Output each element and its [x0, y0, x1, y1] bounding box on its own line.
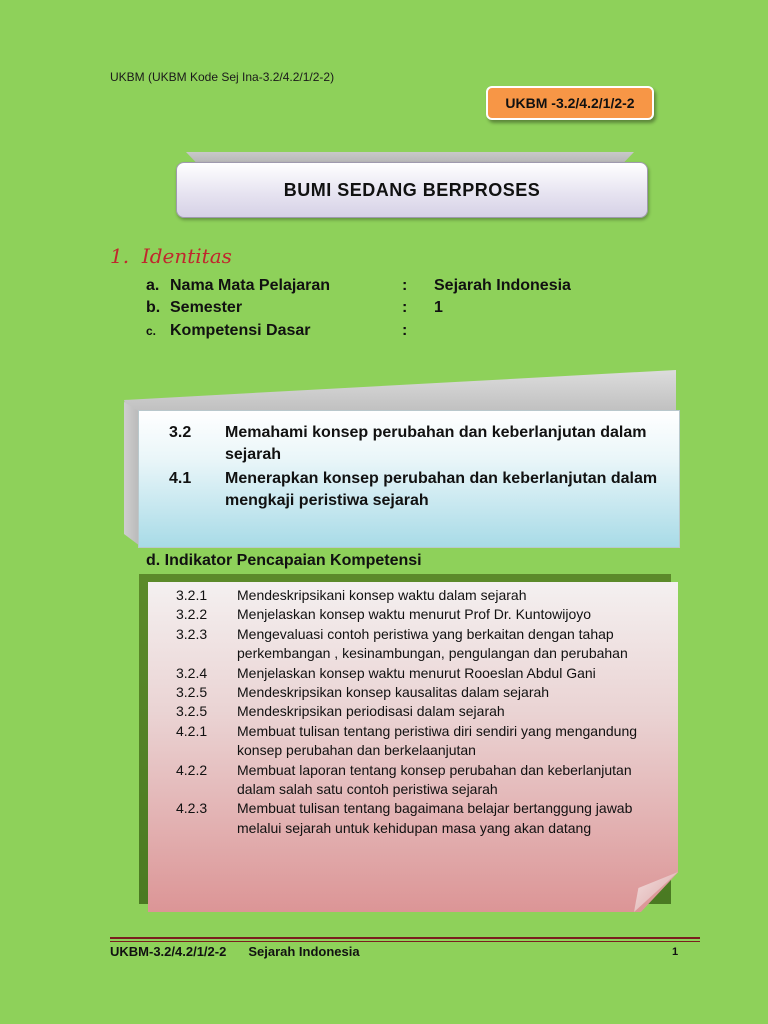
indikator-text: Membuat laporan tentang konsep perubahan dan keberlanjutan dalam salah satu contoh peristiwa sejarah [237, 761, 632, 798]
footer-divider-thin [110, 941, 700, 942]
indikator-code: 3.2.1 [176, 587, 208, 603]
page-title: BUMI SEDANG BERPROSES [176, 162, 648, 218]
list-item [176, 605, 666, 624]
list-item [176, 664, 666, 683]
identity-row-kompetensi [146, 322, 408, 344]
identity-label: Semester [170, 299, 243, 316]
list-item [176, 702, 666, 721]
identity-label: Nama Mata Pelajaran [170, 277, 331, 294]
identity-row-semester [146, 299, 443, 321]
indikator-code: 3.2.5 [176, 684, 208, 701]
list-item [176, 625, 666, 664]
kd-text: Menerapkan konsep perubahan dan keberlanjutan dalam mengkaji peristiwa sejarah [225, 470, 658, 509]
indikator-code: 3.2.4 [176, 664, 208, 681]
kd-code: 4.1 [169, 470, 192, 487]
list-item [176, 799, 666, 838]
ukbm-code-badge: UKBM -3.2/4.2/1/2-2 [486, 86, 654, 120]
indikator-text: Membuat tulisan tentang bagaimana belajar bertanggung jawab melalui sejarah untuk kehidupan masa yang akan datang [237, 800, 633, 836]
kd-text: Memahami konsep perubahan dan keberlanjutan dalam sejarah [225, 424, 647, 463]
indikator-text: Mengevaluasi contoh peristiwa yang berkaitan dengan tahap perkembangan , kesinambungan, pengulangan dan perubahan [237, 625, 628, 662]
indikator-code: 4.2.3 [176, 800, 208, 817]
identity-row-subject [146, 277, 571, 299]
indikator-code: 4.2.1 [176, 722, 208, 739]
footer [110, 944, 360, 959]
section-identitas-heading [110, 244, 232, 268]
identity-colon: : [402, 322, 408, 339]
section-label: Identitas [141, 244, 232, 268]
document-code-header: UKBM (UKBM Kode Sej Ina-3.2/4.2/1/2-2) [110, 70, 335, 84]
identity-label: Kompetensi Dasar [170, 322, 311, 339]
list-item [176, 683, 666, 702]
page-number: 1 [672, 946, 679, 958]
list-item [176, 586, 666, 605]
indikator-heading: d. Indikator Pencapaian Kompetensi [146, 552, 422, 569]
footer-divider [110, 937, 700, 939]
footer-code: UKBM-3.2/4.2/1/2-2 [110, 944, 227, 959]
indikator-code: 3.2.3 [176, 625, 208, 642]
list-item [176, 722, 666, 761]
kd-code: 3.2 [169, 424, 192, 441]
indikator-text: Mendeskripsikan konsep kausalitas dalam sejarah [237, 684, 550, 701]
identity-letter: c. [146, 324, 157, 338]
indikator-text: Mendeskripsikan periodisasi dalam sejarah [237, 703, 505, 720]
identity-colon: : [402, 277, 408, 294]
indikator-text: Membuat tulisan tentang peristiwa diri sendiri yang mengandung konsep perubahan dan berkelaanjutan [237, 722, 638, 759]
identity-letter: b. [146, 299, 161, 316]
identity-value: Sejarah Indonesia [434, 277, 571, 294]
identity-letter: a. [146, 277, 160, 294]
indikator-list [176, 586, 666, 864]
section-number: 1. [110, 244, 130, 268]
indikator-code: 4.2.2 [176, 761, 208, 778]
identity-value: 1 [434, 299, 443, 316]
kompetensi-dasar-box [138, 410, 680, 548]
identity-colon: : [402, 299, 408, 316]
indikator-code: 3.2.2 [176, 606, 208, 623]
indikator-code: 3.2.5 [176, 703, 208, 720]
list-item [176, 761, 666, 800]
footer-subject: Sejarah Indonesia [248, 944, 360, 959]
indikator-text: Mendeskripsikani konsep waktu dalam sejarah [237, 587, 527, 603]
indikator-text: Menjelaskan konsep waktu menurut Prof Dr. Kuntowijoyo [237, 606, 592, 623]
indikator-text: Menjelaskan konsep waktu menurut Rooeslan Abdul Gani [237, 664, 596, 681]
